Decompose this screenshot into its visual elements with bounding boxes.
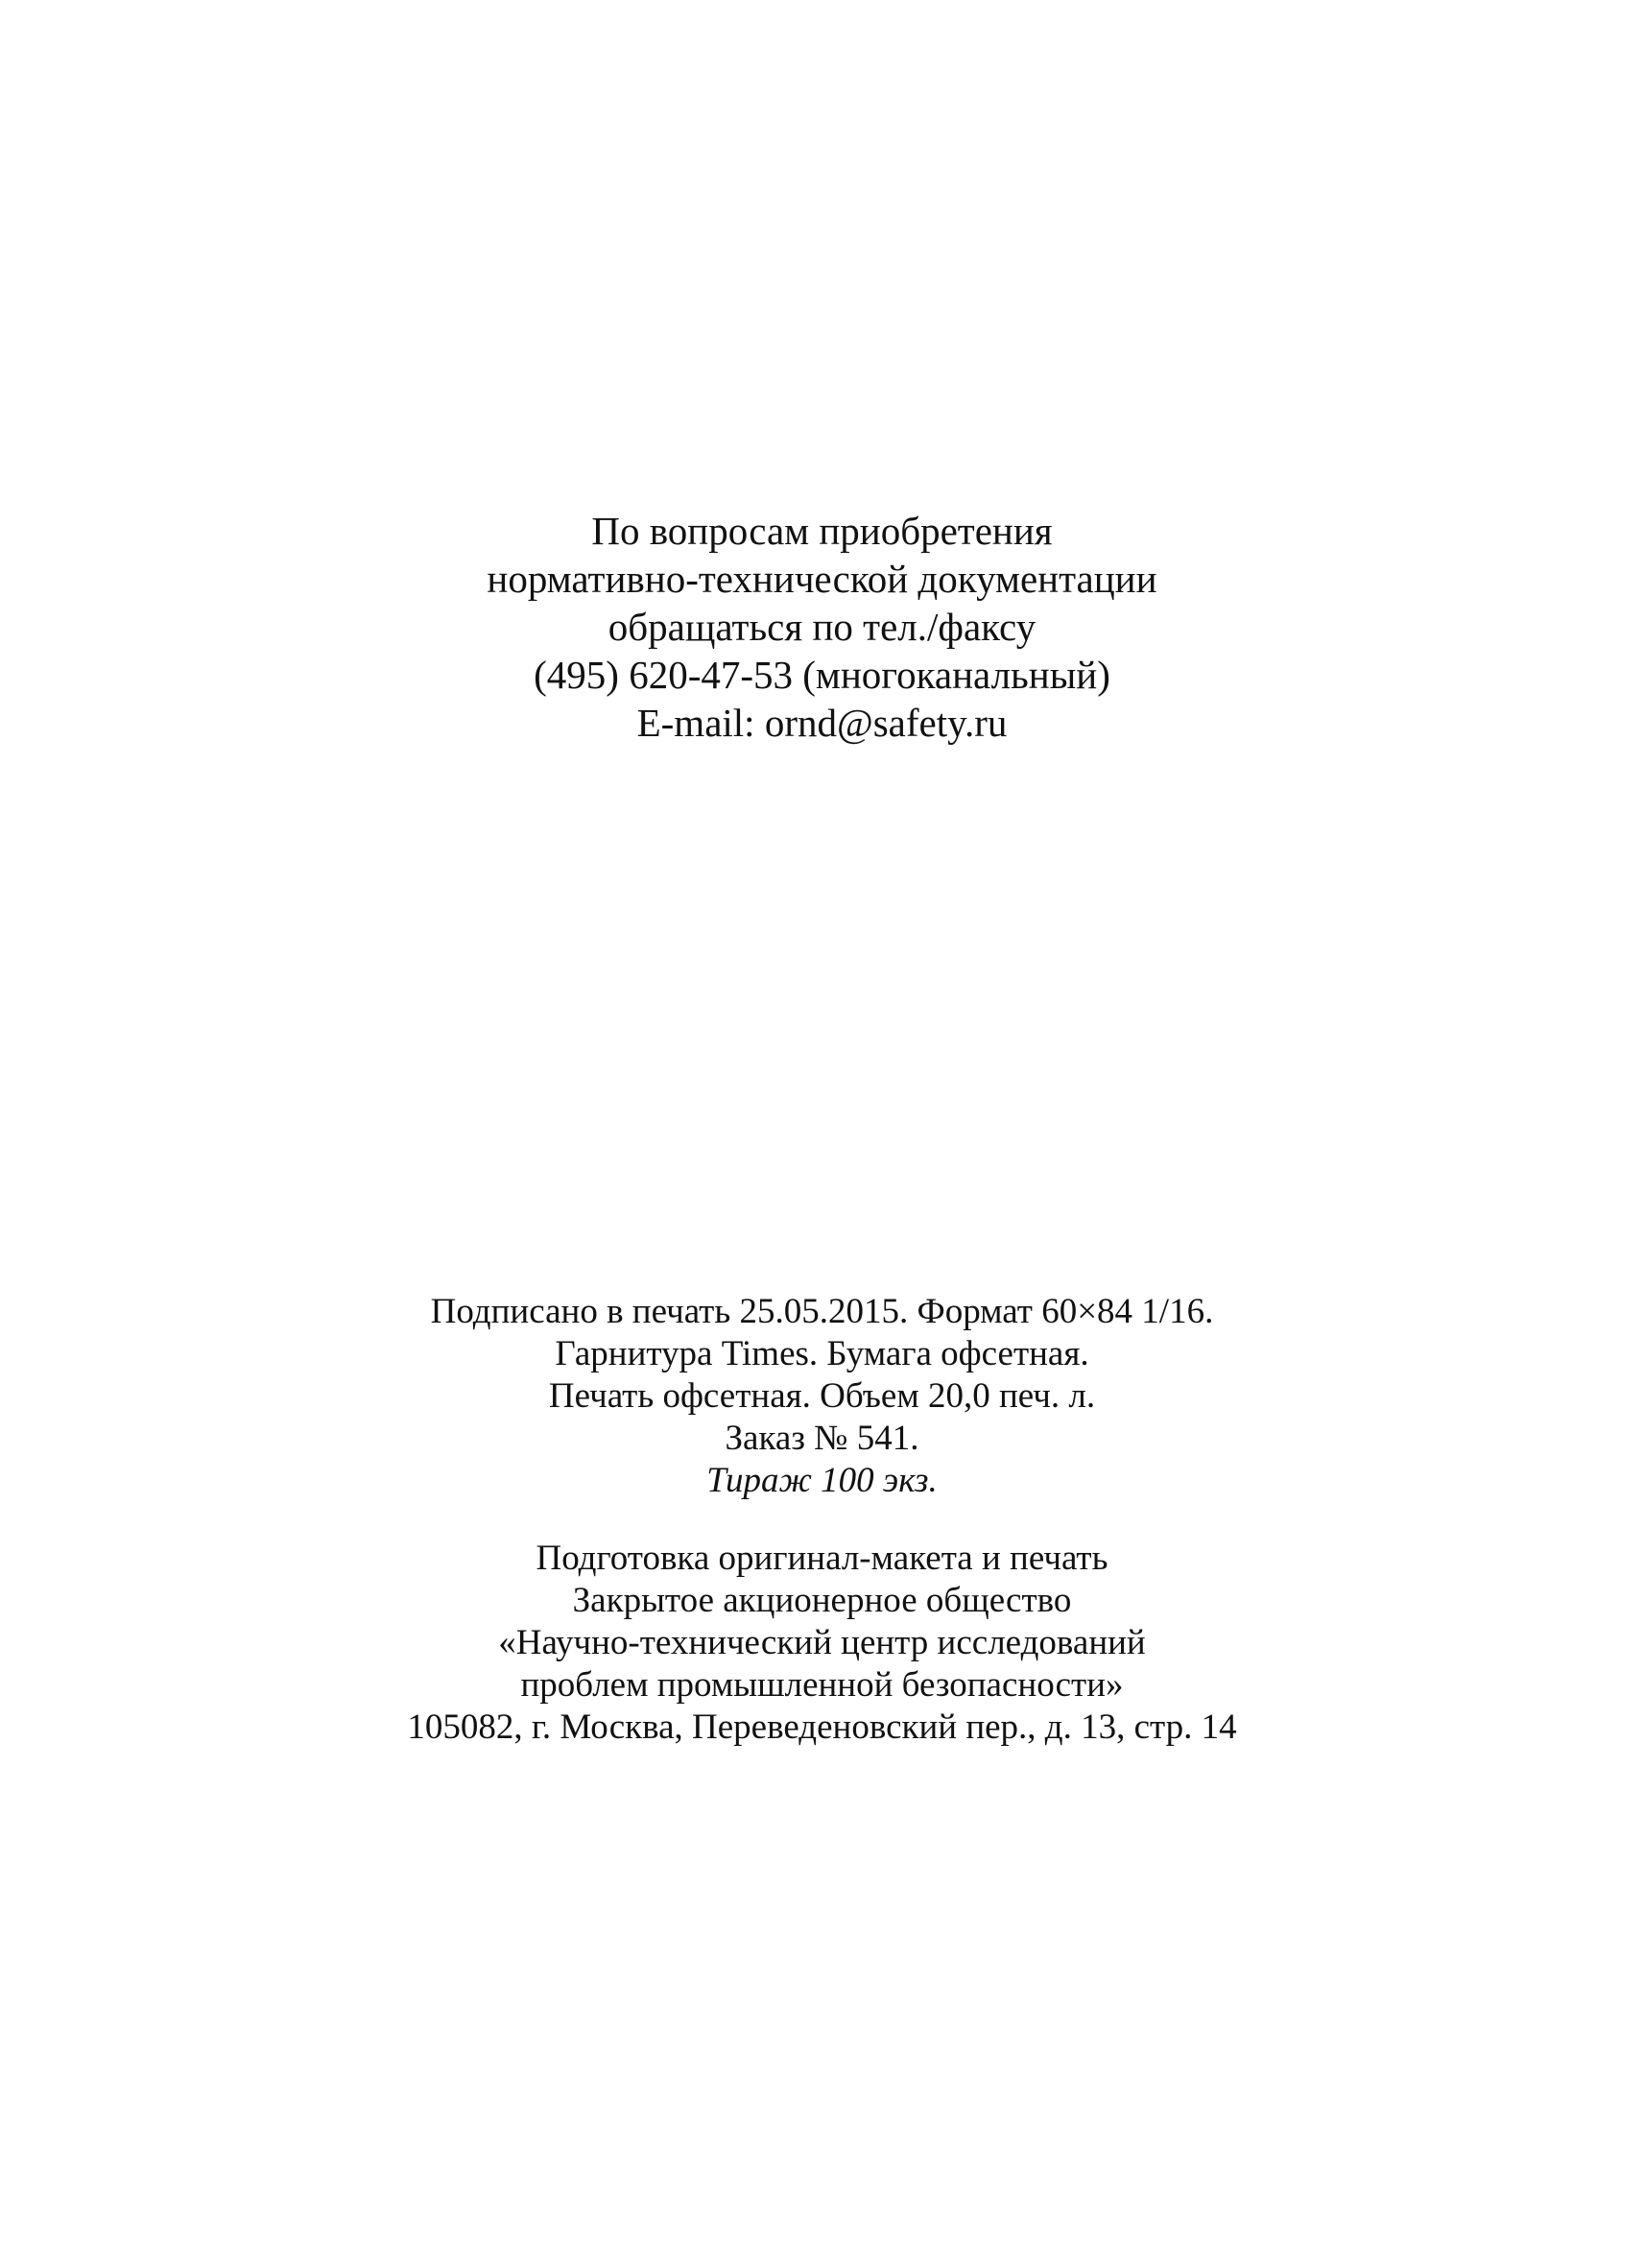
contact-phone-number: (495) 620-47-53 (многоканальный) [534, 653, 1110, 697]
printer-line-preparation: Подготовка оригинал-макета и печать [536, 1539, 1108, 1578]
imprint-block [0, 1291, 1644, 1502]
contact-line-phone-fax-label: обращаться по тел./факсу [608, 605, 1036, 649]
imprint-circulation: Тираж 100 экз. [706, 1461, 938, 1500]
contact-line-documentation: нормативно-технической документации [487, 557, 1157, 601]
imprint-order-number: Заказ № 541. [725, 1419, 919, 1458]
printer-line-company-type: Закрытое акционерное общество [572, 1581, 1072, 1620]
imprint-typeface-paper: Гарнитура Times. Бумага офсетная. [555, 1334, 1089, 1373]
contact-email: E-mail: ornd@safety.ru [636, 701, 1008, 745]
imprint-signed-date-format: Подписано в печать 25.05.2015. Формат 60×84 1/16. [430, 1292, 1214, 1331]
imprint-printing-volume: Печать офсетная. Объем 20,0 печ. л. [548, 1376, 1096, 1416]
printer-info-block [0, 1538, 1644, 1749]
contact-info-block [0, 507, 1644, 747]
printer-line-company-name: «Научно-технический центр исследований [498, 1623, 1146, 1662]
contact-line-purchase: По вопросам приобретения [591, 509, 1053, 553]
printer-address: 105082, г. Москва, Переведеновский пер., д. 13, стр. 14 [407, 1707, 1237, 1747]
printer-line-company-name-cont: проблем промышленной безопасности» [520, 1665, 1124, 1705]
